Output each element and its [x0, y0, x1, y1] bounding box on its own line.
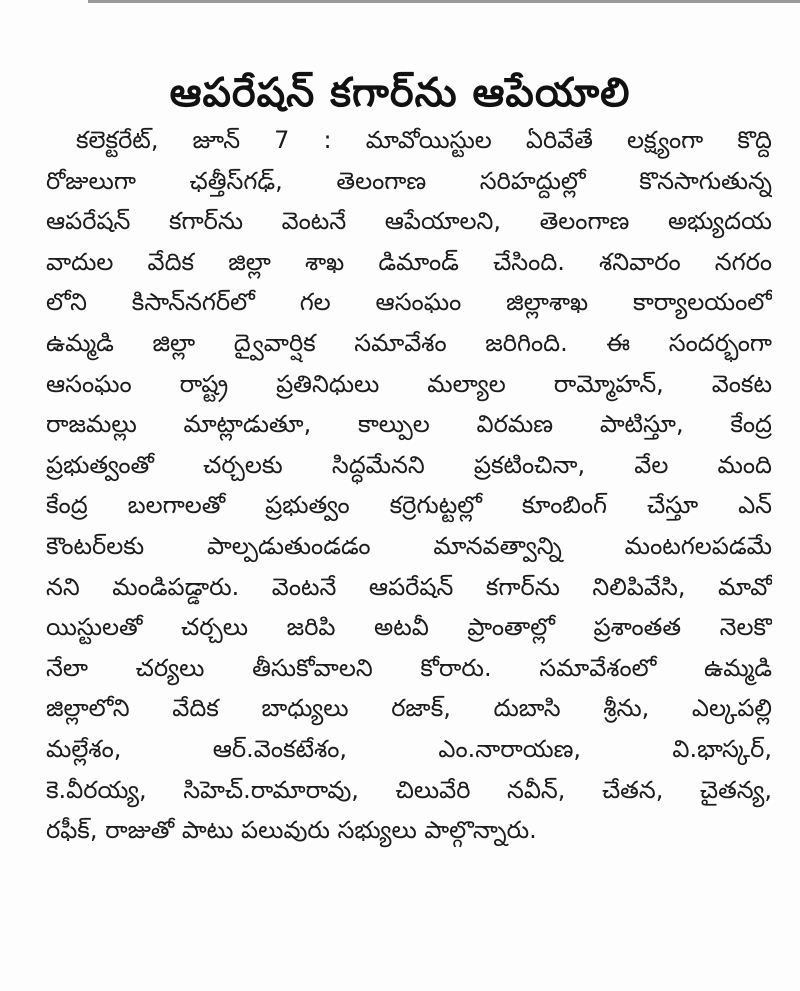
article-line: లోని కిసాన్‌నగర్‌లో గల ఆసంఘం జిల్లాశాఖ కార్యాలయంలో — [46, 288, 772, 317]
article-line: కలెక్టరేట్, జూన్ 7 : మావోయిస్టుల ఏరివేతే లక్ష్యంగా కొద్ది — [76, 126, 772, 154]
article-line: జిల్లాలోని వేదిక బాధ్యులు రజాక్, దుబాసి శ్రీను, ఎల్కపల్లి — [46, 694, 772, 723]
article-line: నేలా చర్యలు తీసుకోవాలని కోరారు. సమావేశంలో ఉమ్మడి — [46, 653, 772, 682]
article-line: మల్లేశం, ఆర్.వెంకటేశం, ఎం.నారాయణ, వి.భాస్కర్, — [46, 734, 772, 763]
article-line: రఫీక్, రాజుతో పాటు పలువురు సభ్యులు పాల్గొన్నారు. — [46, 816, 537, 845]
article-line: ఉమ్మడి జిల్లా ద్వైవార్షిక సమావేశం జరిగింది. ఈ సందర్భంగా — [46, 328, 772, 357]
article-line: నని మండిపడ్డారు. వెంటనే ఆపరేషన్ కగార్‌ను నిలిపివేసి, మావో — [46, 572, 772, 601]
article-headline: ఆపరేషన్ కగార్‌ను ఆపేయాలి — [169, 69, 631, 116]
top-divider — [88, 0, 800, 3]
article-line: రాజమల్లు మాట్లాడుతూ, కాల్పుల విరమణ పాటిస్తూ, కేంద్ర — [46, 410, 772, 439]
article-line: కేంద్ర బలగాలతో ప్రభుత్వం కర్రెగుట్టల్లో కూంబింగ్ చేస్తూ ఎన్ — [46, 491, 772, 520]
article-line: ఆసంఘం రాష్ట్ర ప్రతినిధులు మల్యాల రామ్మోహన్, వెంకట — [46, 369, 772, 398]
article-line: వాదుల వేదిక జిల్లా శాఖ డిమాండ్ చేసింది. శనివారం నగరం — [46, 247, 772, 276]
article-body — [46, 120, 772, 851]
article-line: కౌంటర్‌లకు పాల్పడుతుండడం మానవత్వాన్ని మంటగలపడమే — [46, 531, 772, 560]
article-line: యిస్టులతో చర్చలు జరిపి అటవీ ప్రాంతాల్లో ప్రశాంతత నెలకొ — [46, 613, 772, 642]
article-line: ఆపరేషన్ కగార్‌ను వెంటనే ఆపేయాలని, తెలంగాణ అభ్యుదయ — [46, 207, 772, 236]
article-line: ప్రభుత్వంతో చర్చలకు సిద్ధమేనని ప్రకటించినా, వేల మంది — [46, 450, 772, 479]
article-line: రోజులుగా ఛత్తీస్‌గఢ్, తెలంగాణ సరిహద్దుల్లో కొనసాగుతున్న — [46, 166, 772, 195]
article-line: కె.వీరయ్య, సిహెచ్.రామారావు, చిలువేరి నవీన్, చేతన, చైతన్య, — [46, 775, 772, 804]
